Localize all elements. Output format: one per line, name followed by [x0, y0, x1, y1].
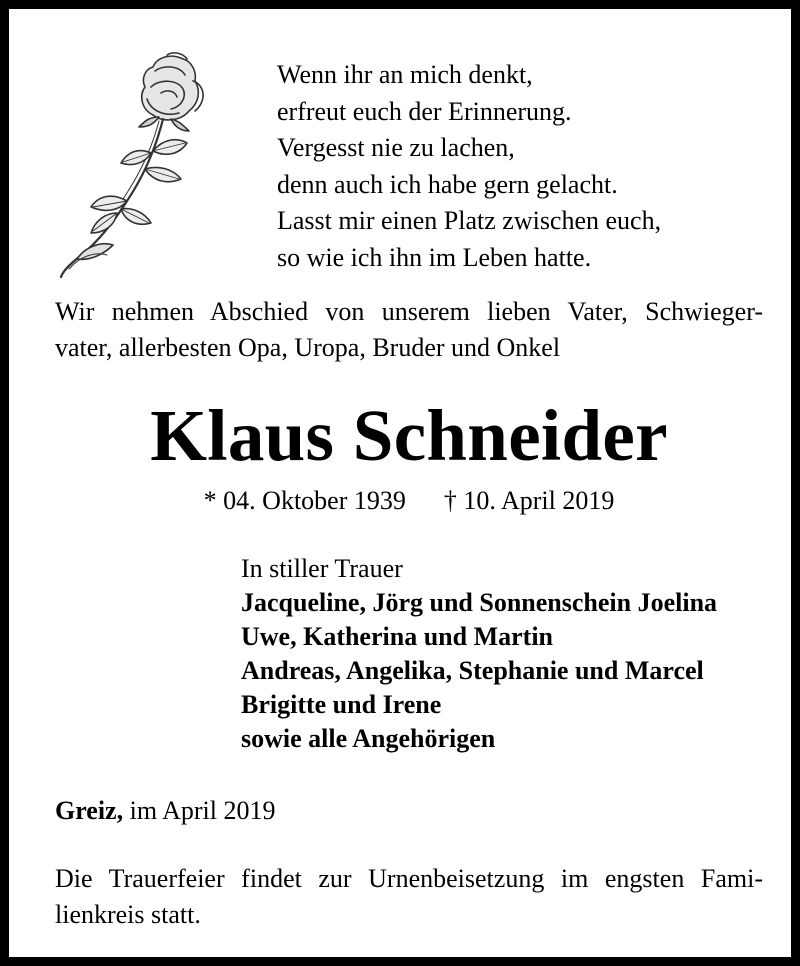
mourners-heading: In stiller Trauer: [241, 554, 403, 583]
funeral-note: [55, 861, 763, 933]
deceased-name: Klaus Schneider: [150, 395, 668, 476]
intro-text: [55, 294, 763, 366]
poem-line: so wie ich ihn im Leben hatte.: [277, 242, 592, 272]
intro-line: Wir nehmen Abschied von unserem lieben Vater, Schwieger-: [55, 297, 763, 326]
poem-line: Vergesst nie zu lachen,: [277, 133, 515, 163]
mourner-entry: Brigitte und Irene: [241, 690, 442, 719]
death-date: † 10. April 2019: [443, 486, 615, 515]
mourner-entry: Uwe, Katherina und Martin: [241, 622, 553, 651]
place-date: im April 2019: [129, 796, 276, 825]
intro-line: vater, allerbesten Opa, Uropa, Bruder und Onkel: [55, 333, 561, 362]
note-line: lienkreis statt.: [55, 900, 201, 929]
poem-line: Lasst mir einen Platz zwischen euch,: [277, 206, 662, 236]
mourner-entry: Jacqueline, Jörg und Sonnenschein Joelina: [241, 588, 718, 617]
birth-date: * 04. Oktober 1939: [203, 486, 406, 515]
mourner-entry: sowie alle Angehörigen: [241, 724, 496, 753]
mourner-entry: Andreas, Angelika, Stephanie und Marcel: [241, 656, 704, 685]
poem-line: Wenn ihr an mich denkt,: [277, 60, 533, 89]
place-city: Greiz,: [55, 796, 124, 825]
note-line: Die Trauerfeier findet zur Urnenbeisetzung im engsten Fami-: [55, 864, 763, 893]
place-and-date: [55, 793, 276, 829]
rose-icon: [55, 51, 235, 281]
mourners-list: [241, 552, 717, 756]
life-dates: [9, 483, 800, 519]
poem-line: erfreut euch der Erinnerung.: [277, 96, 572, 126]
poem: [277, 57, 661, 277]
poem-line: denn auch ich habe gern gelacht.: [277, 169, 618, 199]
